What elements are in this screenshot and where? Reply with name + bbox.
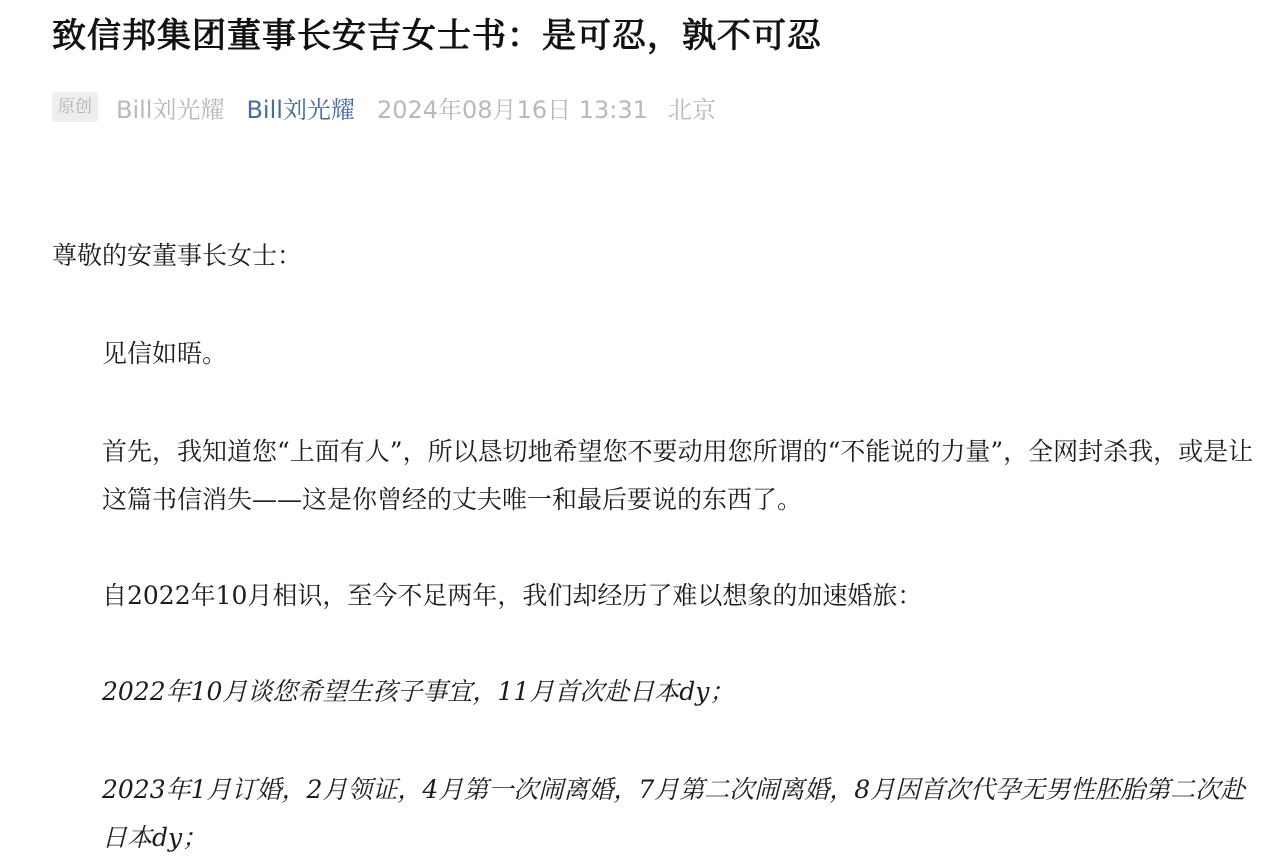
publish-location: 北京 xyxy=(667,95,716,124)
article-meta xyxy=(52,88,716,126)
original-badge: 原创 xyxy=(52,92,98,122)
account-link[interactable]: Bill刘光耀 xyxy=(246,95,355,124)
article-title: 致信邦集团董事长安吉女士书：是可忍，孰不可忍 xyxy=(52,16,822,56)
author-name: Bill刘光耀 xyxy=(116,95,225,124)
paragraph-5: 2023年1月订婚，2月领证，4月第一次闹离婚，7月第二次闹离婚，8月因首次代孕无男性胚胎第二次赴日本dy； xyxy=(102,775,1246,852)
publish-date: 2024年08月16日 13:31 xyxy=(376,95,648,124)
letter-greeting: 尊敬的安董事长女士： xyxy=(52,241,303,270)
paragraph-2: 首先，我知道您“上面有人”，所以恳切地希望您不要动用您所谓的“不能说的力量”，全网封杀我，或是让这篇书信消失——这是你曾经的丈夫唯一和最后要说的东西了。 xyxy=(102,437,1254,514)
paragraph-1: 见信如晤。 xyxy=(102,339,228,368)
paragraph-4: 2022年10月谈您希望生孩子事宜，11月首次赴日本dy； xyxy=(102,677,735,706)
paragraph-3: 自2022年10月相识，至今不足两年，我们却经历了难以想象的加速婚旅： xyxy=(102,581,923,610)
